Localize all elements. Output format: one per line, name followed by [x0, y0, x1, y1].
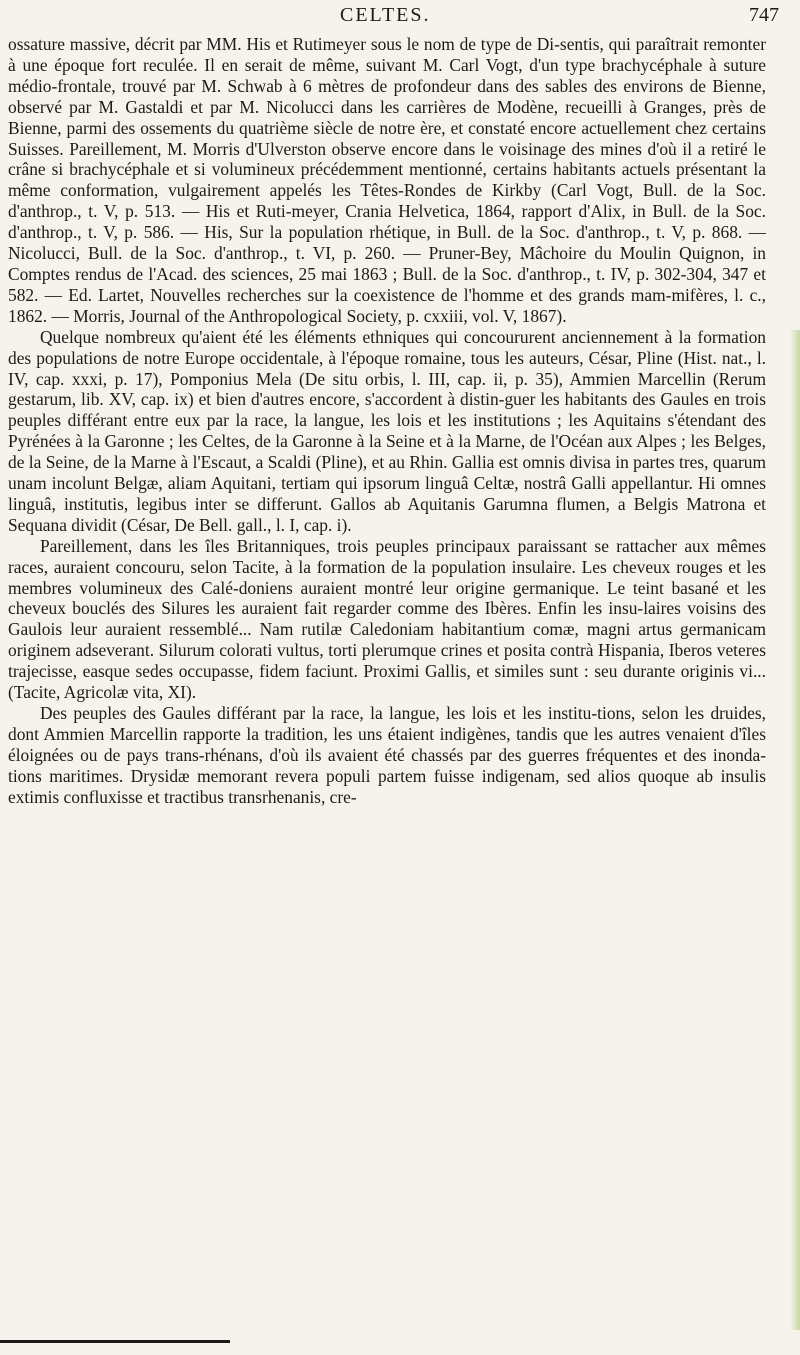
- paragraph-gaul-peoples: Quelque nombreux qu'aient été les éléments ethniques qui concoururent anciennement à la formation des populations de notre Europe occidentale, à l'époque romaine, tous les auteurs, César, Pline (Hist. nat., l. IV, cap. xxxi, p. 17), Pomponius Mela (De situ orbis, l. III, cap. ii, p. 35), Ammien Marcellin (Rerum gestarum, lib. XV, cap. ix) et bien d'autres encore, s'accordent à distin-guer les habitants des Gaules en trois peuples différant entre eux par la race, la langue, les lois et les institutions ; les Aquitains s'étendant des Pyrénées à la Garonne ; les Celtes, de la Garonne à la Seine et à la Marne, de l'Océan aux Alpes ; les Belges, de la Seine, de la Marne à l'Escaut, a Scaldi (Pline), et au Rhin. Gallia est omnis divisa in partes tres, quarum unam incolunt Belgæ, aliam Aquitani, tertiam qui ipsorum linguâ Celtæ, nostrâ Galli appellantur. Hi omnes linguâ, institutis, legibus inter se differunt. Gallos ab Aquitanis Garumna flumen, a Belgis Matrona et Sequana dividit (César, De Bell. gall., l. I, cap. i).: [8, 326, 766, 535]
- bottom-rule: [0, 1340, 230, 1343]
- running-title: CELTES.: [340, 4, 431, 26]
- page-number: 747: [749, 4, 779, 26]
- paragraph-druids: Des peuples des Gaules différant par la race, la langue, les lois et les institu-tions, selon les druides, dont Ammien Marcellin rapporte la tradition, les uns étaient indigènes, tandis que les autres venaient d'îles éloignées ou de pays trans-rhénans, d'où ils avaient été chassés par des guerres fréquentes et des inonda-tions maritimes. Drysidæ memorant revera populi partem fuisse indigenam, sed alios quoque ab insulis extimis confluxisse et tractibus transrhenanis, cre-: [8, 703, 766, 807]
- body-text: [8, 34, 766, 808]
- page-edge: [790, 330, 800, 1330]
- page-header: [0, 4, 800, 30]
- paragraph-continuation: ossature massive, décrit par MM. His et Rutimeyer sous le nom de type de Di-sentis, qui paraîtrait remonter à une époque fort reculée. Il en serait de même, suivant M. Carl Vogt, d'un type brachycéphale à suture médio-frontale, trouvé par M. Schwab à 6 mètres de profondeur dans des sables des environs de Bienne, observé par M. Gastaldi et par M. Nicolucci dans les carrières de Modène, recueilli à Granges, près de Bienne, parmi des ossements du quatrième siècle de notre ère, et constaté encore actuellement chez certains Suisses. Pareillement, M. Morris d'Ulverston observe encore dans le voisinage des mines d'où il a retiré le crâne si brachycéphale et si volumineux précédemment mentionné, certains habitants actuels présentant la même conformation, vulgairement appelés les Têtes-Rondes de Kirkby (Carl Vogt, Bull. de la Soc. d'anthrop., t. V, p. 513. — His et Ruti-meyer, Crania Helvetica, 1864, rapport d'Alix, in Bull. de la Soc. d'anthrop., t. V, p. 586. — His, Sur la population rhétique, in Bull. de la Soc. d'anthrop., t. V, p. 868. — Nicolucci, Bull. de la Soc. d'anthrop., t. VI, p. 260. — Pruner-Bey, Mâchoire du Moulin Quignon, in Comptes rendus de l'Acad. des sciences, 25 mai 1863 ; Bull. de la Soc. d'anthrop., t. IV, p. 302-304, 347 et 582. — Ed. Lartet, Nouvelles recherches sur la coexistence de l'homme et des grands mam-mifères, l. c., 1862. — Morris, Journal of the Anthropological Society, p. cxxiii, vol. V, 1867).: [8, 34, 766, 326]
- paragraph-british-isles: Pareillement, dans les îles Britanniques, trois peuples principaux paraissant se rattacher aux mêmes races, auraient concouru, selon Tacite, à la formation de la population insulaire. Les cheveux rouges et les membres volumineux des Calé-doniens auraient montré leur origine germanique. Le teint basané et les cheveux bouclés des Silures les auraient fait regarder comme des Ibères. Enfin les insu-laires voisins des Gaulois leur auraient ressemblé... Nam rutilæ Caledoniam habitantium comæ, magni artus germanicam originem adseverant. Silurum colorati vultus, torti plerumque crines et posita contrà Hispania, Iberos veteres trajecisse, easque sedes occupasse, fidem faciunt. Proximi Gallis, et similes sunt : seu durante originis vi... (Tacite, Agricolæ vita, XI).: [8, 535, 766, 703]
